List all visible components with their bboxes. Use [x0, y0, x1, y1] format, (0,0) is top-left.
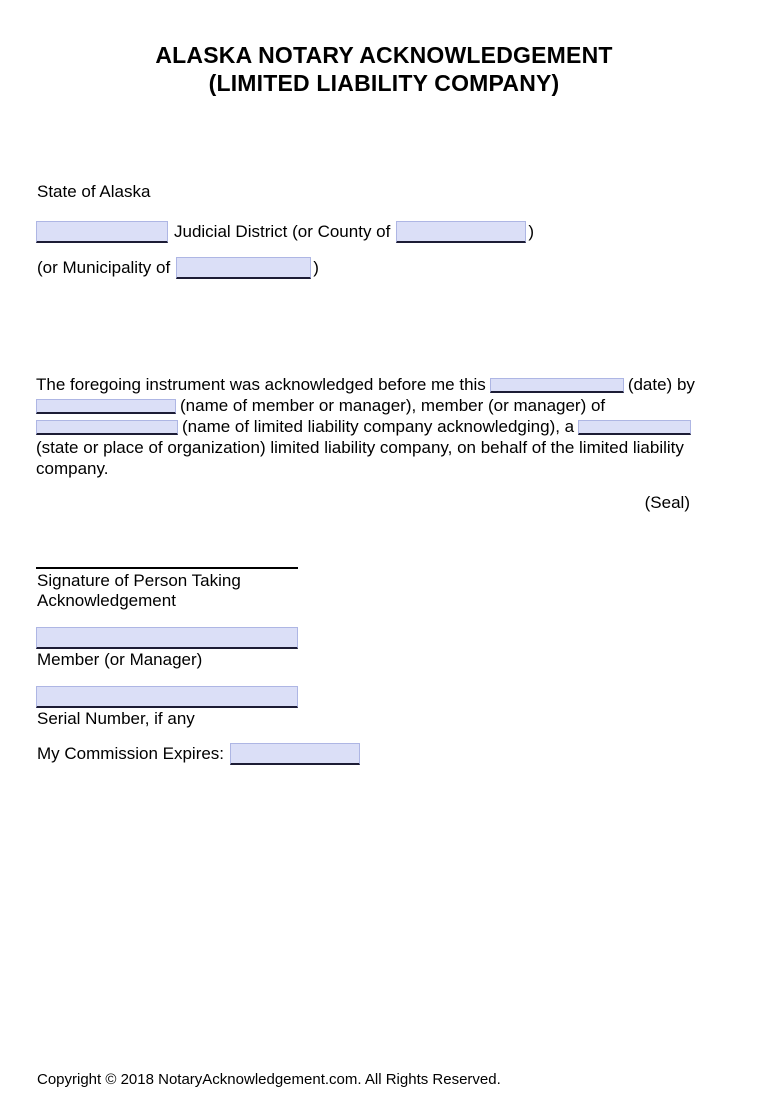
commission-expires-label: My Commission Expires: [37, 744, 225, 763]
serial-caption: Serial Number, if any [37, 709, 195, 728]
commission-row [37, 743, 360, 765]
county-field[interactable] [396, 221, 526, 243]
acknowledgment-line3 [36, 416, 695, 437]
member-name-field[interactable] [36, 399, 176, 414]
member-caption: Member (or Manager) [37, 650, 203, 669]
signature-caption [37, 571, 241, 611]
signature-caption-line1: Signature of Person Taking [37, 571, 241, 590]
acknowledgment-line1-text: The foregoing instrument was acknowledged before me this [36, 375, 486, 394]
copyright-text: Copyright © 2018 NotaryAcknowledgement.com. All Rights Reserved. [37, 1071, 501, 1088]
municipality-row [37, 257, 319, 279]
acknowledgment-line1-suffix: (date) by [627, 375, 695, 394]
judicial-district-row [36, 221, 534, 243]
member-signature-field[interactable] [36, 627, 298, 649]
acknowledgment-line1 [36, 374, 695, 395]
acknowledgment-line2 [36, 395, 695, 416]
acknowledgment-paragraph [36, 374, 695, 479]
acknowledgment-line5: company. [36, 459, 109, 478]
date-field[interactable] [490, 378, 624, 393]
municipality-close-paren: ) [313, 258, 319, 277]
signature-line [36, 567, 298, 569]
page-title [0, 41, 768, 97]
judicial-district-label: Judicial District (or County of [174, 222, 391, 241]
seal-label: (Seal) [644, 493, 690, 512]
page-title-line1: ALASKA NOTARY ACKNOWLEDGEMENT [155, 42, 613, 68]
municipality-field[interactable] [176, 257, 311, 279]
commission-date-field[interactable] [230, 743, 360, 765]
acknowledgment-line4: (state or place of organization) limited liability company, on behalf of the limited liability [36, 438, 684, 457]
state-label: State of Alaska [37, 182, 151, 201]
page-title-line2: (LIMITED LIABILITY COMPANY) [208, 70, 560, 96]
company-name-field[interactable] [36, 420, 178, 435]
judicial-close-paren: ) [528, 222, 535, 241]
municipality-label: (or Municipality of [37, 258, 171, 277]
acknowledgment-line2-suffix: (name of member or manager), member (or manager) of [180, 396, 606, 415]
judicial-district-field[interactable] [36, 221, 168, 243]
signature-caption-line2: Acknowledgement [37, 591, 176, 610]
serial-number-field[interactable] [36, 686, 298, 708]
acknowledgment-line3-text: (name of limited liability company acknowledging), a [182, 417, 575, 436]
state-of-organization-field[interactable] [578, 420, 691, 435]
